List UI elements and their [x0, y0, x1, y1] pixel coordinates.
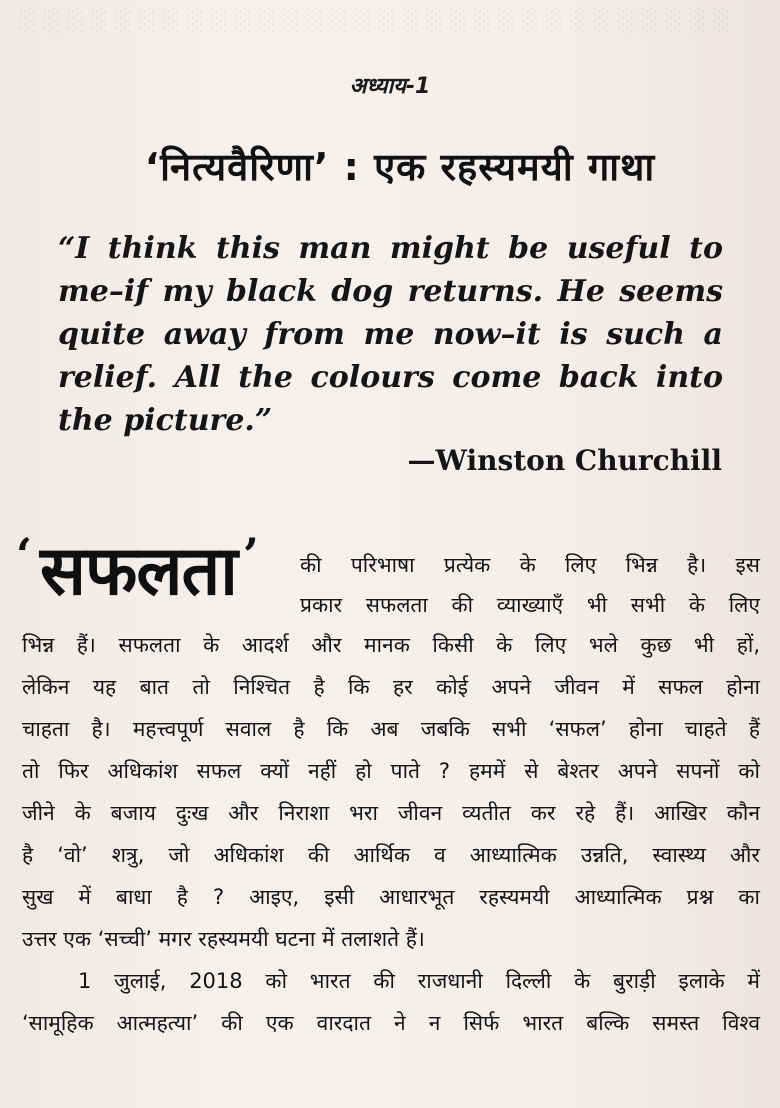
- chapter-title: ‘नित्यवैरिणा’ : एक रहस्यमयी गाथा: [144, 145, 656, 189]
- text-line: चाहता है। महत्त्वपूर्ण सवाल है कि अब जबकि सभी ‘सफल’ होना चाहते हैं: [22, 717, 760, 741]
- text-line: लेकिन यह बात तो निश्चित है कि हर कोई अपने जीवन में सफल होना: [22, 675, 760, 699]
- text-line: ‘सामूहिक आत्महत्या’ की एक वारदात ने न सिर्फ भारत बल्कि समस्त विश्व: [22, 1011, 760, 1035]
- body-text: [22, 624, 760, 1044]
- drop-cap-word: सफलता: [40, 532, 237, 611]
- text-line: सुख में बाधा है ? आइए, इसी आधारभूत रहस्यमयी आध्यात्मिक प्रश्न का: [22, 885, 760, 909]
- text-line: भिन्न हैं। सफलता के आदर्श और मानक किसी के लिए भले कुछ भी हों,: [22, 633, 760, 657]
- text-line: 1 जुलाई, 2018 को भारत की राजधानी दिल्ली के बुराड़ी इलाके में: [78, 969, 760, 993]
- epigraph-quote: “I think this man might be useful to me–if my black dog returns. He seems quite away from me now–it is such a relief. All the colours come back into the picture.”: [58, 231, 723, 438]
- chapter-label: अध्याय-1: [349, 74, 431, 99]
- text-line: प्रकार सफलता की व्याख्याएँ भी सभी के लिए: [300, 593, 760, 617]
- drop-cap: [16, 528, 259, 612]
- bleed-through-text: ░ ░ ░ ░ ░ ░ ░ ░ ░ ░ ░ ░ ░ ░ ░ ░ ░ ░ ░ ░ ░ ░ ░ ░ ░ ░ ░ ░ ░ ░: [20, 8, 731, 33]
- text-line: है ‘वो’ शत्रु, जो अधिकांश की आर्थिक व आध्यात्मिक उन्नति, स्वास्थ्य और: [22, 843, 760, 867]
- text-line: तो फिर अधिकांश सफल क्यों नहीं हो पाते ? हममें से बेश्तर अपने सपनों को: [22, 759, 760, 783]
- opening-lines: [300, 545, 760, 625]
- text-line: की परिभाषा प्रत्येक के लिए भिन्न है। इस: [300, 553, 760, 577]
- epigraph-attribution: —Winston Churchill: [407, 444, 722, 477]
- text-line: जीने के बजाय दुःख और निराशा भरा जीवन व्यतीत कर रहे हैं। आखिर कौन: [22, 801, 760, 825]
- drop-cap-close-quote: ’: [242, 528, 259, 582]
- drop-cap-open-quote: ‘: [16, 528, 33, 582]
- text-line: उत्तर एक ‘सच्ची’ मगर रहस्यमयी घटना में तलाशते हैं।: [22, 927, 425, 951]
